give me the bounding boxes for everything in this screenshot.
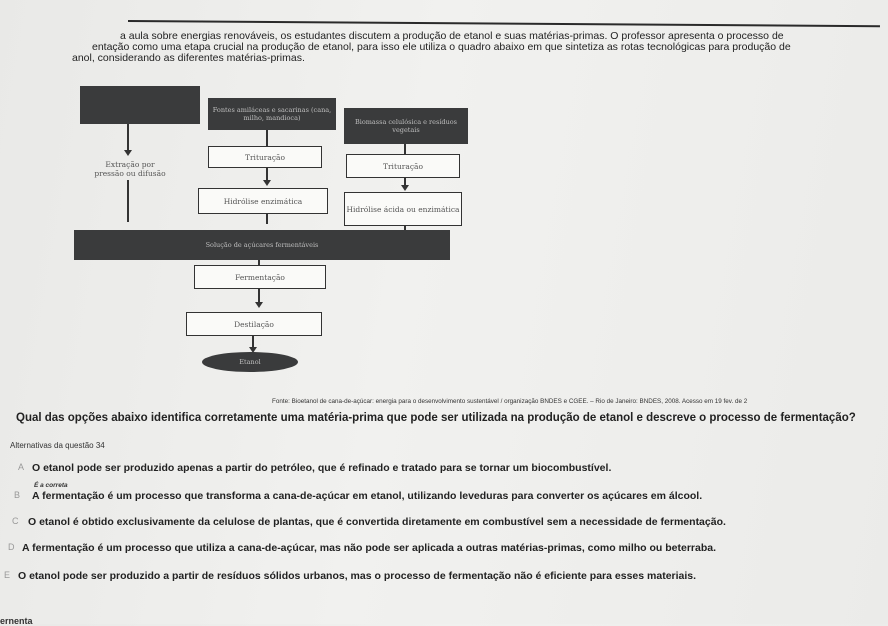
bottom-fragment: ernenta (0, 616, 33, 626)
flow-ethanol: Etanol (202, 352, 298, 372)
connector (127, 180, 129, 222)
top-rule (128, 20, 880, 27)
arrow-down-icon (401, 185, 409, 191)
option-text: O etanol pode ser produzido a partir de resíduos sólidos urbanos, mas o processo de fermentação não é eficiente para esses materiais. (18, 570, 697, 582)
option-text: O etanol é obtido exclusivamente da celulose de plantas, que é convertida diretamente em combustível sem a necessidade de fermentação. (28, 516, 726, 528)
arrow-down-icon (124, 150, 132, 156)
option-text: A fermentação é um processo que utiliza a cana-de-açúcar, mas não pode ser aplicada a outras matérias-primas, como milho ou beterraba. (22, 542, 717, 554)
figure-source: Fonte: Bioetanol de cana-de-açúcar: energia para o desenvolvimento sustentável / organização BNDES e CGEE. – Rio de Janeiro: BNDES, 2008. Acesso em 19 fev. de 2 (272, 398, 748, 405)
option-text: O etanol pode ser produzido apenas a partir do petróleo, que é refinado e tratado para se tornar um biocombustível. (32, 462, 612, 474)
connector (404, 144, 406, 154)
correct-tag: É a correta (34, 482, 68, 489)
option-letter: E (4, 570, 11, 580)
option-letter: C (12, 516, 19, 526)
question-text: Qual das opções abaixo identifica corretamente uma matéria-prima que pode ser utilizada na produção de etanol e descreve o processo de fermentação? (16, 412, 856, 424)
intro-line-1: a aula sobre energias renováveis, os estudantes discutem a produção de etanol e suas matérias-primas. O professor apresenta o processo de (120, 30, 784, 42)
flow-mid-crush: Trituração (208, 146, 322, 168)
connector (258, 289, 260, 303)
flow-box-left-top (80, 86, 200, 124)
flow-box-mid-top: Fontes amiláceas e sacarinas (cana, milho, mandioca) (208, 98, 336, 130)
connector (127, 124, 129, 152)
flow-right-crush: Trituração (346, 154, 460, 178)
connector (266, 214, 268, 224)
flow-mid-hydrolysis: Hidrólise enzimática (198, 188, 328, 214)
arrow-down-icon (263, 180, 271, 186)
flow-left-extraction: Extração por pressão ou difusão (94, 160, 166, 178)
flow-box-right-top: Biomassa celulósica e resíduos vegetais (344, 108, 468, 144)
flow-sugar-bar: Solução de açúcares fermentáveis (74, 230, 450, 260)
option-letter: D (8, 542, 15, 552)
alternatives-title: Alternativas da questão 34 (10, 441, 105, 450)
intro-line-3: anol, considerando as diferentes matérias-primas. (72, 52, 305, 64)
flow-right-hydrolysis: Hidrólise ácida ou enzimática (344, 192, 462, 226)
flow-fermentation: Fermentação (194, 265, 326, 289)
connector (266, 130, 268, 146)
flow-distillation: Destilação (186, 312, 322, 336)
option-text: A fermentação é um processo que transforma a cana-de-açúcar em etanol, utilizando leveduras para converter os açúcares em álcool. (32, 490, 703, 502)
arrow-down-icon (255, 302, 263, 308)
option-letter: A (18, 462, 25, 472)
option-letter: B (14, 490, 21, 500)
intro-line-2: entação como uma etapa crucial na produção de etanol, para isso ele utiliza o quadro abaixo em que sintetiza as rotas tecnológicas para produção de (92, 41, 791, 53)
